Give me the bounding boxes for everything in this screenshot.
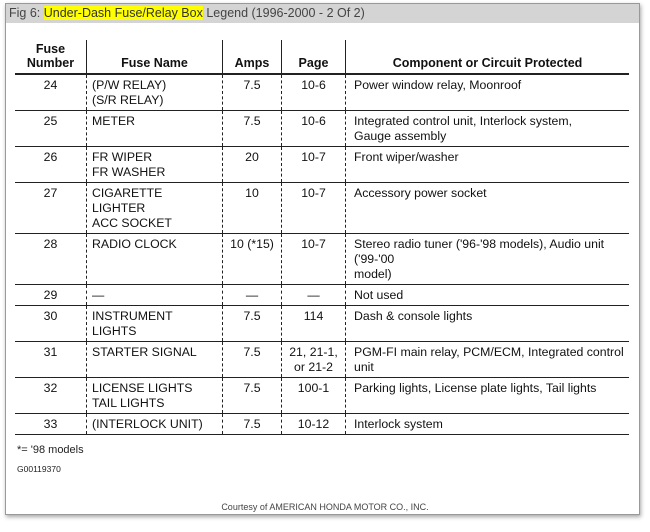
cell-name: CIGARETTE LIGHTER ACC SOCKET [87,183,223,234]
cell-page: 114 [282,306,346,342]
table-row [15,285,629,306]
cell-amps: 10 (*15) [223,234,282,285]
cell-component: Dash & console lights [346,306,630,342]
courtesy-text: Courtesy of AMERICAN HONDA MOTOR CO., INC. [221,502,429,512]
title-prefix: Fig 6: [9,6,44,20]
table-row [15,183,629,234]
cell-name: FR WIPER FR WASHER [87,147,223,183]
table-row [15,111,629,147]
column-header: Page [282,40,346,74]
cell-number: 28 [15,234,87,285]
cell-number: 32 [15,378,87,414]
cell-component: Interlock system [346,414,630,435]
cell-amps: 7.5 [223,306,282,342]
title-highlight: Under-Dash Fuse/Relay Box [43,6,203,20]
figure-title [6,4,639,23]
cell-amps: 7.5 [223,342,282,378]
column-header: Component or Circuit Protected [346,40,630,74]
table-row [15,147,629,183]
cell-amps: 7.5 [223,414,282,435]
cell-name: (P/W RELAY) (S/R RELAY) [87,74,223,111]
cell-amps: 7.5 [223,111,282,147]
cell-name: INSTRUMENT LIGHTS [87,306,223,342]
cell-component: Stereo radio tuner ('96-'98 models), Audio unit ('99-'00 model) [346,234,630,285]
cell-number: 24 [15,74,87,111]
cell-amps: — [223,285,282,306]
table-row [15,414,629,435]
cell-number: 29 [15,285,87,306]
figure-id: G00119370 [17,464,61,474]
cell-component: Integrated control unit, Interlock system, Gauge assembly [346,111,630,147]
cell-component: Parking lights, License plate lights, Tail lights [346,378,630,414]
cell-page: 100-1 [282,378,346,414]
cell-number: 30 [15,306,87,342]
cell-component: Not used [346,285,630,306]
cell-number: 31 [15,342,87,378]
fuse-table [15,40,629,435]
column-header: Fuse Number [15,40,87,74]
cell-name: (INTERLOCK UNIT) [87,414,223,435]
cell-name: METER [87,111,223,147]
cell-page: 10-7 [282,147,346,183]
table-row [15,342,629,378]
cell-number: 25 [15,111,87,147]
cell-component: Front wiper/washer [346,147,630,183]
cell-amps: 7.5 [223,74,282,111]
cell-amps: 10 [223,183,282,234]
cell-amps: 7.5 [223,378,282,414]
column-header: Amps [223,40,282,74]
cell-page: — [282,285,346,306]
cell-page: 21, 21-1, or 21-2 [282,342,346,378]
cell-name: — [87,285,223,306]
table-row [15,378,629,414]
cell-number: 33 [15,414,87,435]
cell-number: 26 [15,147,87,183]
cell-component: Power window relay, Moonroof [346,74,630,111]
table-row [15,74,629,111]
cell-amps: 20 [223,147,282,183]
cell-component: PGM-FI main relay, PCM/ECM, Integrated control unit [346,342,630,378]
cell-component: Accessory power socket [346,183,630,234]
cell-page: 10-6 [282,111,346,147]
cell-page: 10-7 [282,234,346,285]
cell-page: 10-12 [282,414,346,435]
cell-name: LICENSE LIGHTS TAIL LIGHTS [87,378,223,414]
column-header: Fuse Name [87,40,223,74]
table-row [15,306,629,342]
footnote: *= '98 models [17,444,84,456]
cell-page: 10-7 [282,183,346,234]
cell-page: 10-6 [282,74,346,111]
title-suffix: Legend (1996-2000 - 2 Of 2) [202,6,365,20]
cell-number: 27 [15,183,87,234]
table-row [15,234,629,285]
cell-name: RADIO CLOCK [87,234,223,285]
cell-name: STARTER SIGNAL [87,342,223,378]
